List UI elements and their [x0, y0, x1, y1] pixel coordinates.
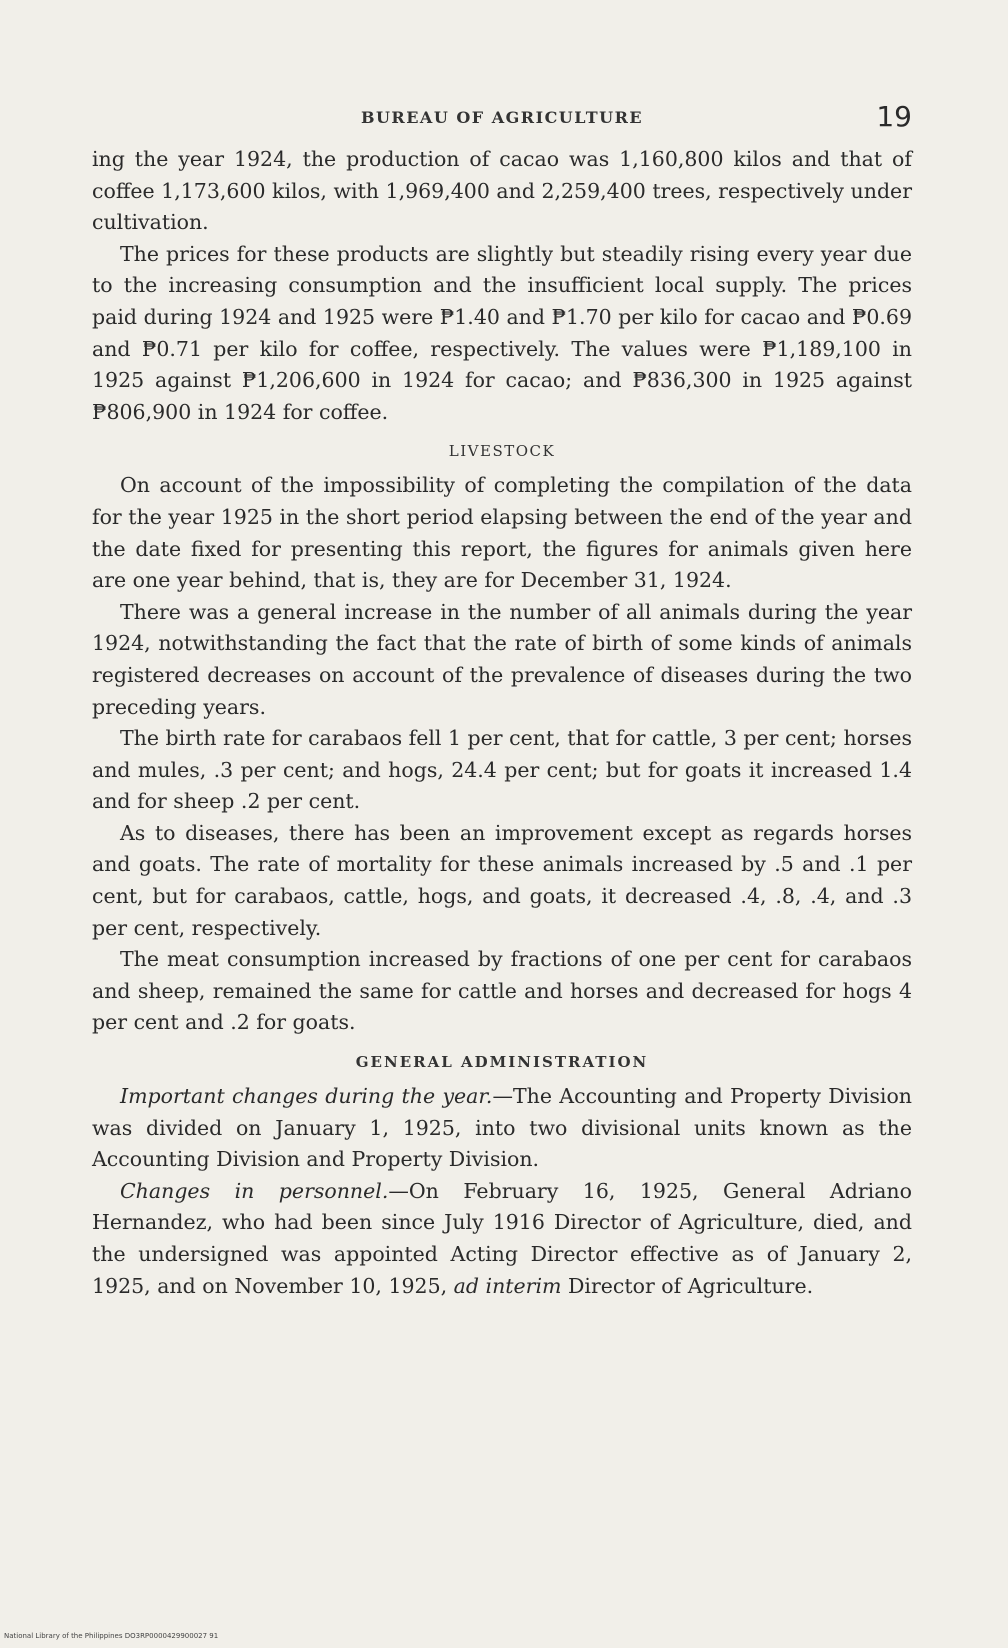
paragraph-changes-personnel: [92, 1176, 912, 1302]
paragraph-general-increase: There was a general increase in the number of all animals during the year 1924, notwithstanding the fact that the rate of birth of some kinds of animals registered decreases on account of the prevalence of diseases during the two preceding years.: [92, 599, 912, 719]
ad-interim-italic: ad interim: [453, 1273, 562, 1298]
document-page: [92, 100, 912, 1302]
running-head: [92, 100, 912, 144]
paragraph-prices: The prices for these products are slightly but steadily rising every year due to the increasing consumption and the insufficient local supply. The prices paid during 1924 and 1925 were ₱1.40 and ₱1.70 per kilo for cacao and ₱0.69 and ₱0.71 per kilo for coffee, respectively. The values were ₱1,189,100 in 1925 against ₱1,206,600 in 1924 for cacao; and ₱836,300 in 1925 against ₱806,900 in 1924 for coffee.: [92, 241, 912, 424]
paragraph-livestock-data: On account of the impossibility of completing the compilation of the data for the year 1925 in the short period elapsing between the end of the year and the date fixed for presenting this report, the figures for animals given here are one year behind, that is, they are for December 31, 1924.: [92, 473, 912, 593]
paragraph-changes-personnel-body-a: —On February 16, 1925, General Adriano Hernandez, who had been since July 1916 Director of Agriculture, died, and the undersigned was appointed Acting Director effective as of January 2, 1925, and on November 10, 1925,: [92, 1178, 912, 1298]
paragraph-important-changes: [92, 1081, 912, 1176]
paragraph-important-changes-body: —The Accounting and Property Division was divided on January 1, 1925, into two divisional units known as the Accounting Division and Property Division.: [92, 1084, 912, 1172]
running-title: BUREAU OF AGRICULTURE: [360, 108, 644, 127]
paragraph-diseases: As to diseases, there has been an improvement except as regards horses and goats. The rate of mortality for these animals increased by .5 and .1 per cent, but for carabaos, cattle, hogs, and goats, it decreased .4, .8, .4, and .3 per cent, respectively.: [92, 820, 912, 940]
section-heading-general-administration: GENERAL ADMINISTRATION: [355, 1053, 649, 1072]
paragraph-changes-personnel-body-b: Director of Agriculture.: [561, 1273, 814, 1298]
section-heading-livestock: LIVESTOCK: [448, 442, 556, 461]
page-number: 19: [876, 100, 912, 133]
run-in-important-changes: Important changes during the year.: [120, 1084, 493, 1109]
paragraph-meat-consumption: The meat consumption increased by fractions of one per cent for carabaos and sheep, remained the same for cattle and horses and decreased for hogs 4 per cent and .2 for goats.: [92, 947, 912, 1035]
paragraph-cacao-production: ing the year 1924, the production of cacao was 1,160,800 kilos and that of coffee 1,173,600 kilos, with 1,969,400 and 2,259,400 trees, respectively under cultivation.: [92, 147, 912, 235]
paragraph-birth-rate: The birth rate for carabaos fell 1 per cent, that for cattle, 3 per cent; horses and mules, .3 per cent; and hogs, 24.4 per cent; but for goats it increased 1.4 and for sheep .2 per cent.: [92, 726, 912, 814]
run-in-changes-personnel: Changes in personnel.: [120, 1178, 389, 1203]
library-stamp: National Library of the Philippines DO3RP0000429900027 91: [4, 1632, 219, 1640]
